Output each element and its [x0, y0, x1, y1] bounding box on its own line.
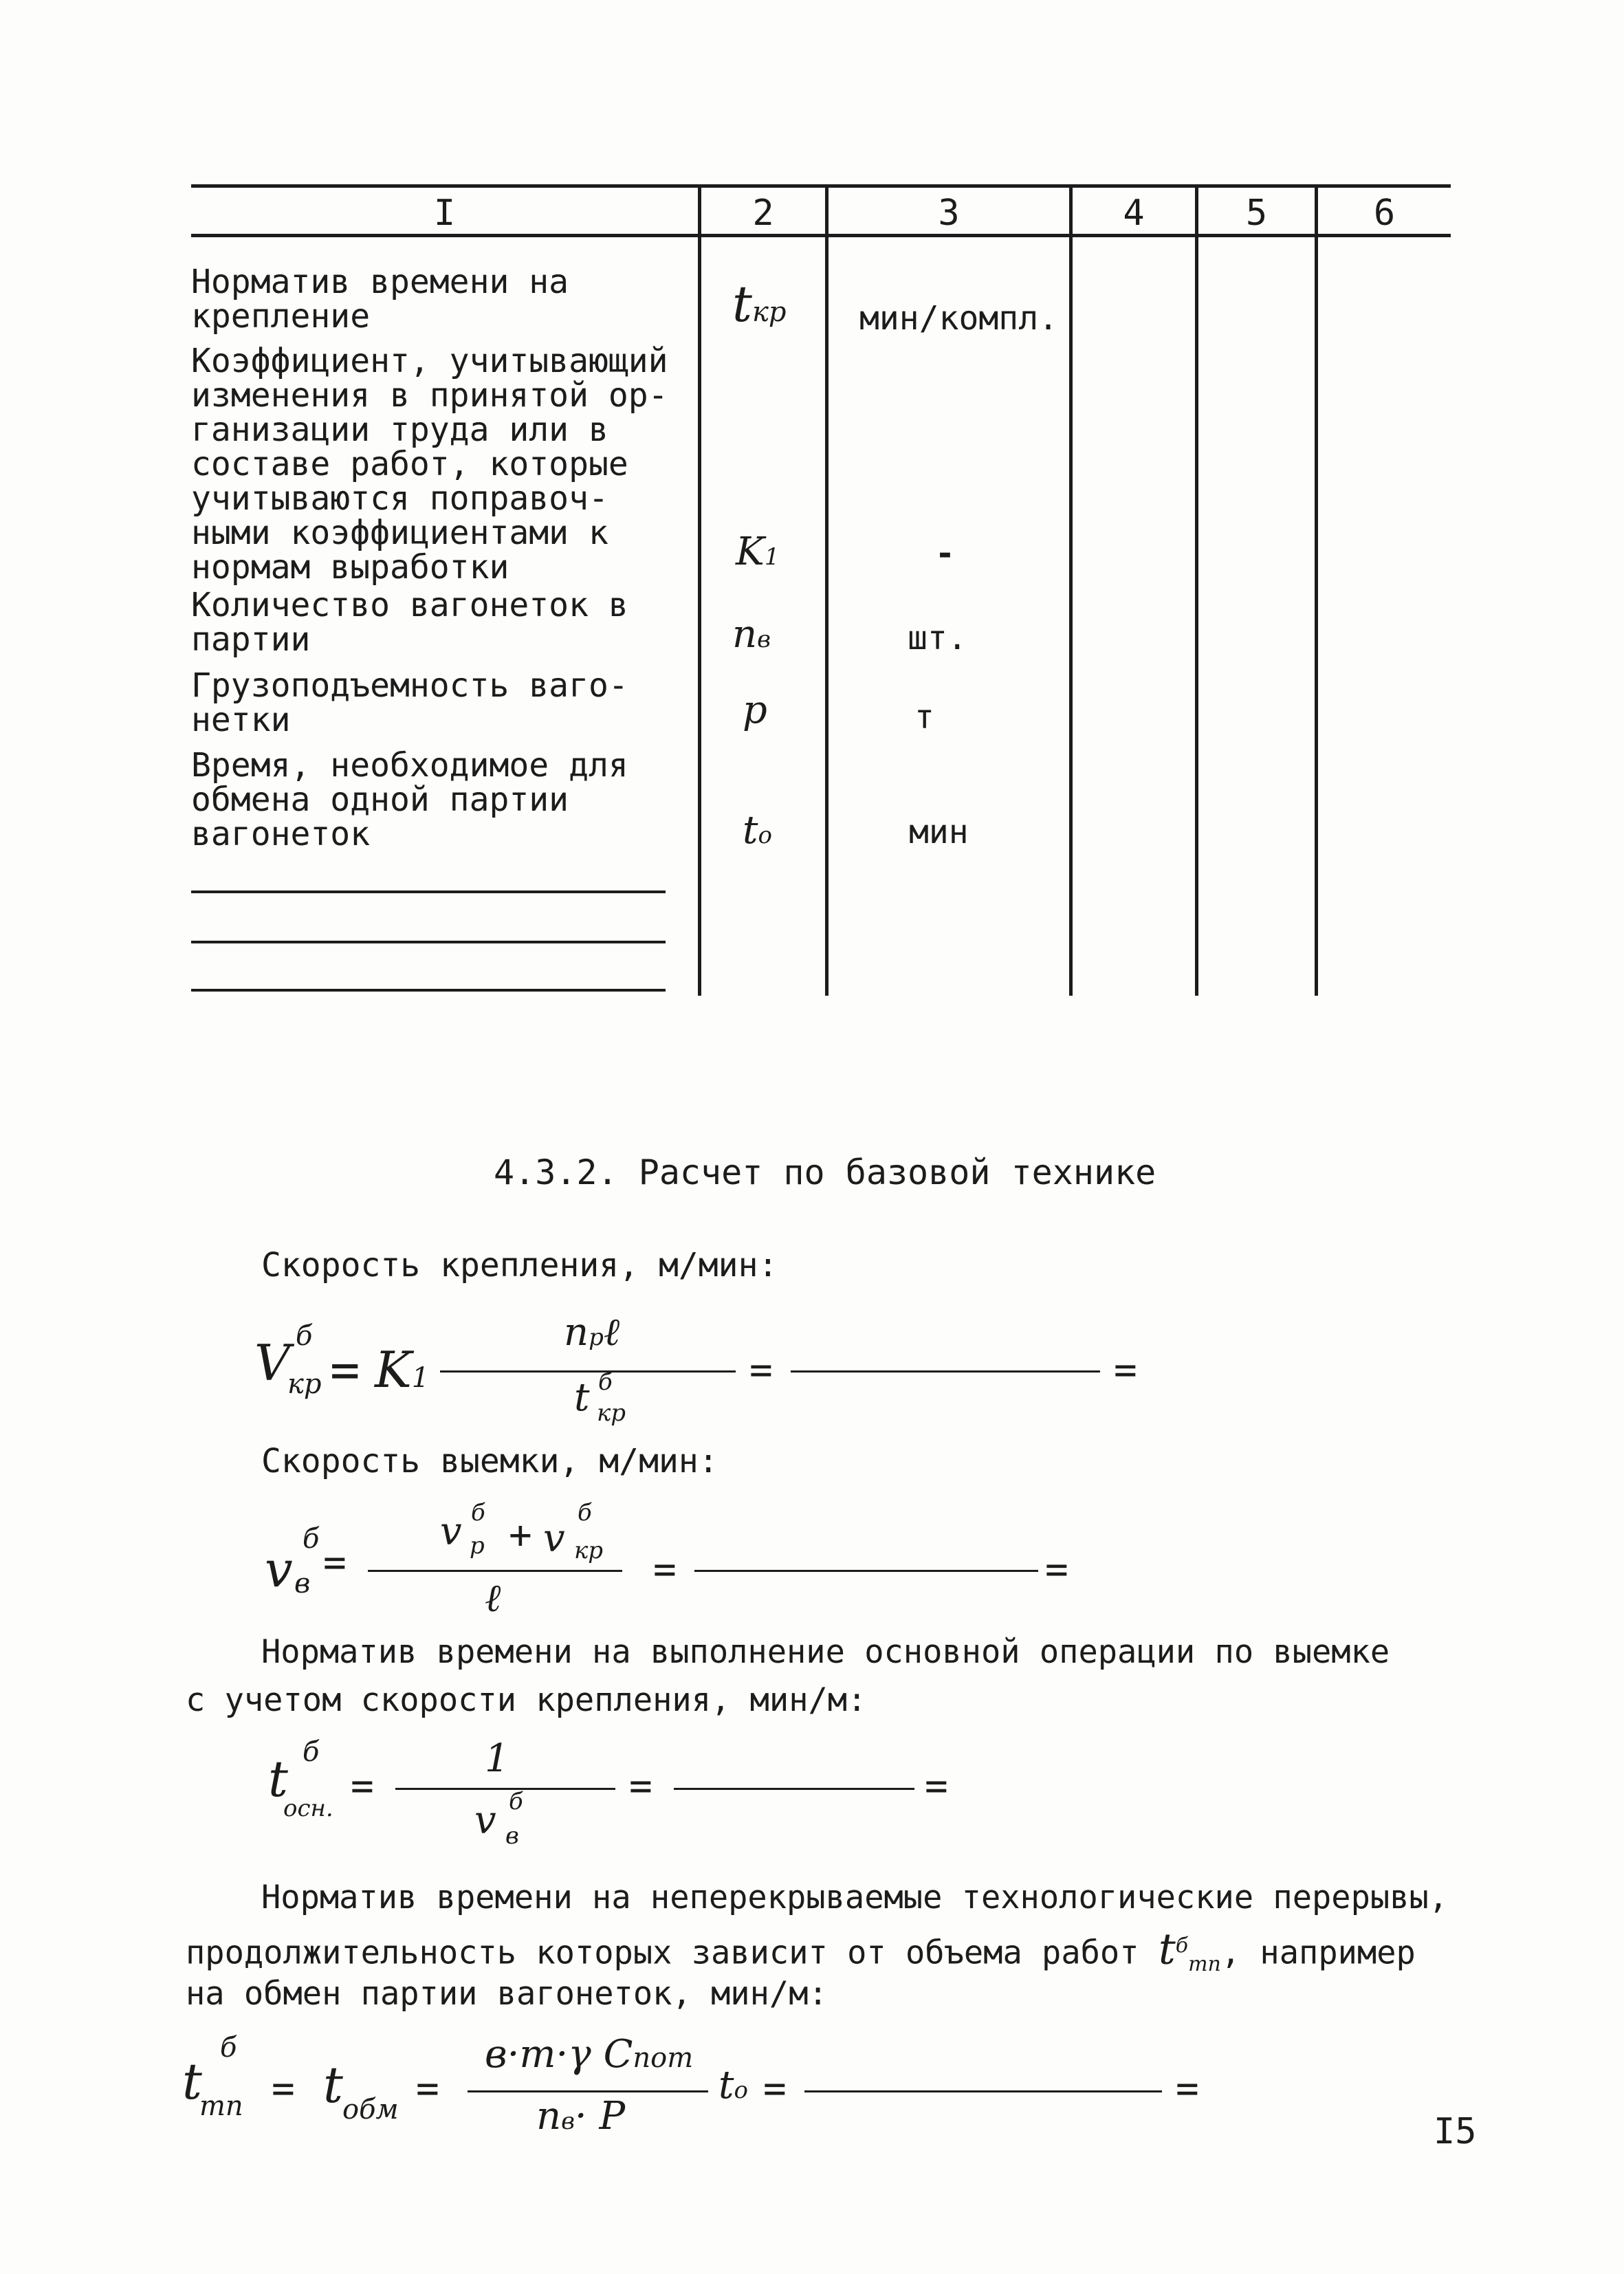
equals-sign: = — [330, 1341, 360, 1399]
blank-row-line — [191, 941, 666, 943]
plus-sign: + — [509, 1513, 532, 1557]
formula-lhs-sup: б — [220, 2032, 237, 2064]
table-col-divider — [825, 184, 829, 996]
formula-den-sub: в — [505, 1822, 519, 1850]
page-number: I5 — [1434, 2111, 1477, 2152]
table-row-param: Грузоподъемность ваго- нетки — [191, 666, 628, 739]
formula-lhs: t — [268, 1750, 288, 1808]
blank-answer-line — [804, 2090, 1162, 2092]
formula-lhs: v — [265, 1540, 293, 1598]
blank-row-line — [191, 890, 666, 893]
equals-sign: = — [925, 1764, 948, 1808]
formula-denominator: v — [474, 1798, 496, 1843]
table-header-4: 4 — [1123, 193, 1145, 234]
table-row-unit: мин/компл. — [859, 299, 1058, 338]
table-header-6: 6 — [1373, 193, 1396, 234]
formula-numerator: 1 — [485, 1736, 509, 1781]
speed-fastening-label: Скорость крепления, м/мин: — [261, 1246, 778, 1284]
formula-tail: to — [718, 2063, 748, 2108]
formula-num-b: v — [543, 1516, 565, 1561]
formula-lhs: V — [254, 1334, 290, 1392]
equals-sign: = — [272, 2066, 295, 2111]
table-row-unit: т — [914, 698, 934, 736]
formula-denominator: ℓ — [485, 1576, 501, 1621]
table-row-unit: мин — [909, 813, 969, 851]
formula-denominator: t — [574, 1375, 590, 1420]
formula-den-sup: б — [509, 1788, 523, 1815]
symbol-p: p — [743, 688, 767, 732]
symbol-t-o: to — [743, 808, 772, 853]
formula-lhs-sup: б — [303, 1736, 320, 1768]
table-row-param: Количество вагонеток в партии — [191, 586, 628, 659]
symbol-t-kr: tкр — [732, 275, 787, 333]
norm-main-op-text: Норматив времени на выполнение основной операции по выемке — [261, 1633, 1390, 1671]
equals-sign: = — [351, 1764, 374, 1808]
table-header-3: 3 — [938, 193, 960, 234]
formula-coef: K1 — [375, 1341, 430, 1399]
formula-num-b-sub: кр — [574, 1537, 604, 1564]
norm-main-op-text-2: с учетом скорости крепления, мин/м: — [186, 1681, 867, 1719]
formula-mid: t — [323, 2056, 343, 2114]
formula-den-sub: кр — [597, 1399, 626, 1427]
equals-sign: = — [416, 2066, 439, 2111]
table-header-5: 5 — [1245, 193, 1268, 234]
section-title: 4.3.2. Расчет по базовой технике — [494, 1152, 1156, 1192]
equals-sign: = — [1045, 1547, 1068, 1592]
formula-lhs: t — [182, 2053, 202, 2110]
fraction-bar — [368, 1570, 622, 1572]
table-row-param: Время, необходимое для обмена одной партии вагонеток — [191, 746, 628, 853]
norm-breaks-text-2: продолжительность которых зависит от объема работ $t^б_{тп}$, например — [186, 1923, 1416, 1977]
table-row-unit: шт. — [908, 619, 967, 657]
equals-sign: = — [653, 1547, 677, 1592]
norm-breaks-text-3: на обмен партии вагонеток, мин/м: — [186, 1975, 828, 2013]
blank-answer-line — [694, 1570, 1038, 1572]
equals-sign: = — [749, 1348, 773, 1392]
formula-mid-sub: обм — [342, 2094, 399, 2125]
formula-num-b-sup: б — [578, 1499, 592, 1527]
fraction-bar — [395, 1788, 615, 1790]
equals-sign: = — [323, 1540, 347, 1585]
table-row-unit: - — [935, 534, 955, 573]
formula-lhs-sub: тп — [199, 2090, 243, 2122]
equals-sign: = — [629, 1764, 652, 1808]
norm-breaks-text-1: Норматив времени на неперекрываемые технологические перерывы, — [261, 1879, 1449, 1916]
formula-num-a-sub: р — [470, 1532, 485, 1560]
table-header-2: 2 — [752, 193, 774, 234]
formula-numerator: nрℓ — [564, 1310, 620, 1355]
inline-t-tp: t — [1158, 1923, 1176, 1974]
formula-num-a-sup: б — [471, 1499, 485, 1527]
table-row-param: Норматив времени на крепление — [191, 263, 569, 336]
table-row-param: Коэффициент, учитывающий изменения в принятой ор- ганизации труда или в составе работ, которые учитываются поправоч- ными коэффициентами к нормам выработки — [191, 342, 668, 587]
formula-lhs-sup: б — [296, 1320, 313, 1352]
symbol-n-v: nв — [732, 612, 771, 657]
table-col-divider — [1069, 184, 1073, 996]
fraction-bar — [440, 1370, 736, 1373]
speed-excavation-label: Скорость выемки, м/мин: — [261, 1442, 718, 1480]
table-header-border — [191, 234, 1451, 237]
blank-answer-line — [791, 1370, 1100, 1373]
symbol-k1: K1 — [736, 529, 780, 574]
equals-sign: = — [1114, 1348, 1137, 1392]
formula-lhs-sub: осн. — [283, 1795, 333, 1822]
formula-denominator: nв· P — [536, 2094, 626, 2139]
blank-row-line — [191, 989, 666, 992]
equals-sign: = — [763, 2066, 787, 2111]
table-top-border — [191, 184, 1451, 188]
table-header-1: I — [433, 193, 456, 234]
table-col-divider — [1315, 184, 1318, 996]
formula-den-sup: б — [598, 1368, 613, 1396]
formula-num-a: v — [440, 1509, 462, 1554]
formula-numerator: в·m·γ Cпот — [485, 2032, 694, 2077]
formula-lhs-sub: в — [294, 1568, 311, 1599]
formula-lhs-sup: б — [303, 1523, 320, 1555]
blank-answer-line — [674, 1788, 914, 1790]
table-col-divider — [698, 184, 701, 996]
formula-lhs-sub: кр — [287, 1368, 322, 1400]
equals-sign: = — [1176, 2066, 1199, 2111]
fraction-bar — [468, 2090, 708, 2092]
table-col-divider — [1195, 184, 1198, 996]
